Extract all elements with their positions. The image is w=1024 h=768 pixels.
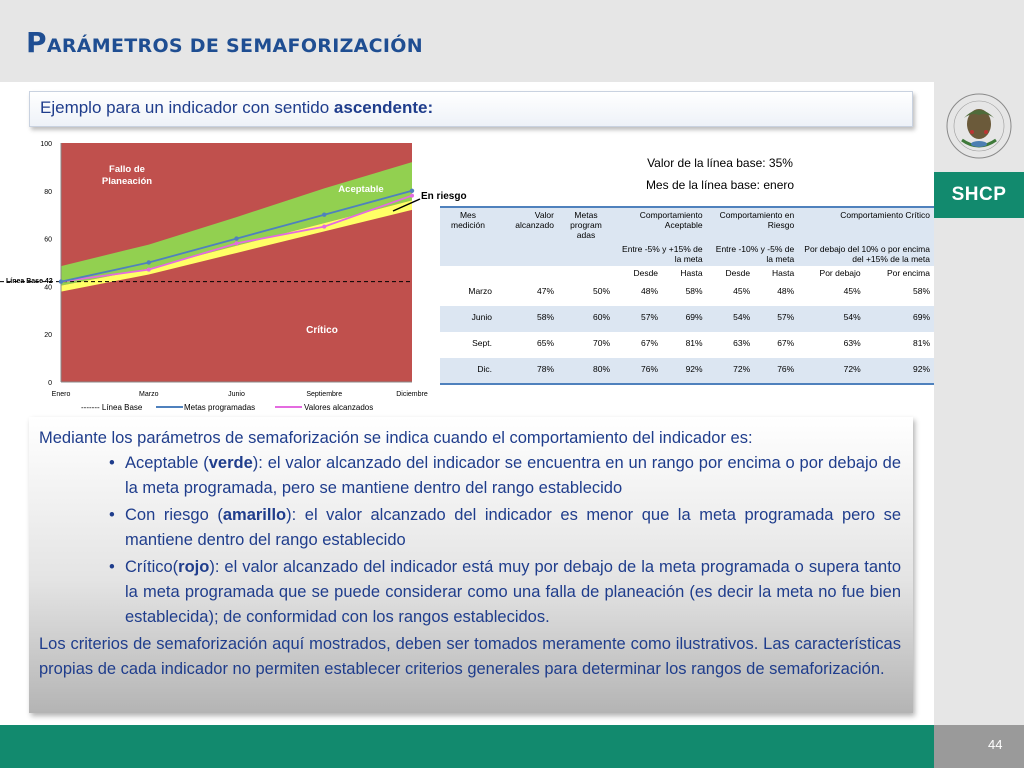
cell-valor: 47% [536,286,554,296]
cell-aceptable-hasta: 81% [685,338,703,348]
cell-critico-encima: 92% [865,358,934,384]
y-tick-label: 20 [44,332,52,340]
x-tick-label: Septiembre [306,391,343,398]
footer-band [0,725,934,768]
range-desde: Desde [725,268,751,278]
y-tick-label: 0 [48,380,52,387]
table-subheader-row [440,242,934,266]
subtitle-box [29,91,913,127]
cell-critico-encima: 69% [865,306,934,332]
valores-point [235,241,239,245]
cell-aceptable-hasta: 92% [662,358,707,384]
y-tick-label: 60 [44,236,52,244]
cell-riesgo-hasta: 67% [777,338,795,348]
cell-valor: 58% [496,306,558,332]
y-tick-label: 80 [44,188,52,196]
fallo-label: Fallo de [109,164,145,175]
cell-riesgo-desde: 63% [733,338,751,348]
critico-label: Crítico [306,325,338,336]
x-tick-label: Enero [51,391,71,398]
cell-critico-encima: 81% [912,338,930,348]
cell-meta: 60% [558,306,614,332]
fallo-label: Planeación [101,176,153,187]
range-por-encima: Por encima [887,268,930,278]
cell-mes: Marzo [468,286,492,296]
header-valor: Valor alcanzado [496,207,558,242]
cell-meta: 50% [592,286,610,296]
cell-aceptable-hasta: 69% [662,306,707,332]
cell-riesgo-desde: 72% [707,358,755,384]
range-desde: Desde [633,268,659,278]
cell-critico-debajo: 45% [843,286,861,296]
range-hasta: Hasta [772,268,795,278]
range-por-debajo: Por debajo [819,268,861,278]
header-mes: Mes medición [440,207,496,242]
x-tick-label: Marzo [139,391,159,398]
subheader-riesgo: Entre -10% y -5% de la meta [707,242,799,266]
closing-text: Los criterios de semaforización aquí mostrados, deben ser tomados meramente como ilustrativos. Las características propias de cada indicador no permiten establecer criterios generales para determinar los rangos de semaforización. [39,635,901,678]
cell-critico-debajo: 63% [843,338,861,348]
table-row [440,306,934,332]
valores-point [410,194,414,198]
cell-valor: 78% [496,358,558,384]
cell-riesgo-hasta: 76% [754,358,798,384]
cell-riesgo-hasta: 48% [777,286,795,296]
cell-meta: 70% [592,338,610,348]
header-metas: Metas program adas [558,207,614,242]
cell-aceptable-desde: 57% [614,306,662,332]
valores-point [322,225,326,229]
table-row [440,332,934,358]
metas-point [410,189,414,193]
cell-aceptable-desde: 48% [641,286,659,296]
legend-metas: Metas programadas [184,403,256,412]
y-tick-label: 100 [40,141,52,148]
legend-valores: Valores alcanzados [304,403,374,412]
cell-critico-encima: 58% [912,286,930,296]
metas-point [147,260,151,264]
baseline-month: Mes de la línea base: enero [645,178,795,192]
cell-meta: 80% [558,358,614,384]
legend-base: ------- Línea Base [81,403,143,412]
semaforization-chart [0,133,467,418]
table-row [440,280,934,306]
cell-aceptable-desde: 76% [614,358,662,384]
cell-mes: Junio [440,306,496,332]
cell-valor: 65% [536,338,554,348]
cell-riesgo-hasta: 57% [754,306,798,332]
valores-point [147,268,151,272]
criteria-list [109,451,901,630]
riesgo-label: En riesgo [421,191,467,202]
baseline-value: Valor de la línea base: 35% [647,156,793,170]
cell-aceptable-hasta: 58% [685,286,703,296]
aceptable-label: Aceptable [338,184,384,195]
cell-riesgo-desde: 54% [707,306,755,332]
list-item-critico: • Crítico(rojo): el valor alcanzado del indicador está muy por debajo de la meta programada o supera tanto la meta programada que se puede considerar como una falla de planeación (es decir la meta no fue bien establecida); de conformidad con los rangos establecidos. [109,555,901,630]
explanation-box [29,417,913,713]
cell-mes: Dic. [440,358,496,384]
shcp-logo: SHCP [934,172,1024,218]
cell-aceptable-desde: 67% [641,338,659,348]
list-item-riesgo: • Con riesgo (amarillo): el valor alcanzado del indicador es menor que la meta programada pero se mantiene dentro del rango establecido [109,503,901,553]
subtitle-bold: ascendente: [333,98,434,117]
subtitle-text: Ejemplo para un indicador con sentido [40,98,334,117]
cell-critico-debajo: 54% [798,306,864,332]
cell-riesgo-desde: 45% [733,286,751,296]
page-number: 44 [934,725,1024,768]
cell-critico-debajo: 72% [798,358,864,384]
baseline-label: Línea Base 42 [6,278,53,285]
metas-point [234,236,238,240]
page-title: PARÁMETROS DE SEMAFORIZACIÓN [26,26,423,59]
mexico-seal-icon [944,88,1014,164]
range-hasta: Hasta [680,268,703,278]
criteria-table [440,206,934,385]
header-critico: Comportamiento Crítico [798,207,934,242]
header-aceptable: Comportamiento Aceptable [614,207,707,242]
table-row [440,358,934,384]
table-range-row [440,266,934,280]
list-item-aceptable: • Aceptable (verde): el valor alcanzado del indicador se encuentra en un rango por encima o por debajo de la meta programada, pero se mantiene dentro del rango establecido [109,451,901,501]
header-riesgo: Comportamiento en Riesgo [707,207,799,242]
subheader-aceptable: Entre -5% y +15% de la meta [614,242,707,266]
cell-mes: Sept. [472,338,492,348]
y-tick-label: 40 [44,284,52,292]
metas-point [322,213,326,217]
table-header-row [440,207,934,242]
x-tick-label: Junio [228,391,245,398]
intro-text: Mediante los parámetros de semaforización se indica cuando el comportamiento del indicador es: [39,429,753,447]
metas-point [59,279,63,283]
subheader-critico: Por debajo del 10% o por encima del +15% de la meta [798,242,934,266]
x-tick-label: Diciembre [396,391,428,398]
